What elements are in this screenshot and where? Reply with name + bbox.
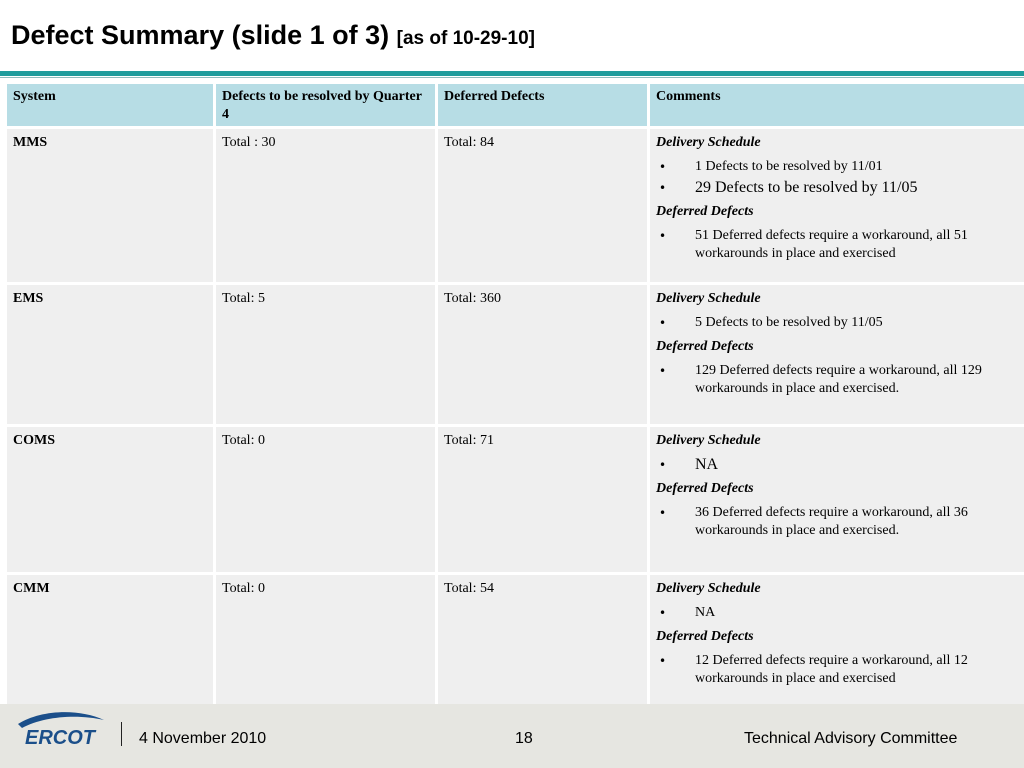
comments-cell — [649, 426, 1024, 574]
logo-wordmark: ERCOT — [25, 727, 95, 749]
deferred-total-cell: Total: 360 — [437, 284, 649, 426]
page-number: 18 — [515, 730, 533, 747]
deferred-list — [656, 652, 1018, 688]
deferred-list — [656, 362, 1018, 398]
table-row — [6, 284, 1024, 426]
deferred-defects-label: Deferred Defects — [656, 629, 754, 644]
list-item: • 29 Defects to be resolved by 11/05 — [656, 179, 1018, 197]
defect-summary-table — [4, 81, 1024, 707]
delivery-schedule-label: Delivery Schedule — [656, 581, 761, 596]
table-row — [6, 426, 1024, 574]
ercot-logo — [12, 708, 108, 752]
list-item: • 51 Deferred defects require a workaround, all 51 workarounds in place and exercised — [656, 227, 1018, 263]
q4-total-cell: Total : 30 — [215, 128, 437, 284]
title-divider-thin — [0, 77, 1024, 78]
list-item: • NA — [656, 604, 1018, 622]
system-cell: CMM — [6, 574, 215, 706]
footer-separator — [121, 722, 122, 746]
delivery-list — [656, 158, 1018, 197]
table-header-row — [6, 83, 1024, 128]
footer-organization: Technical Advisory Committee — [744, 730, 958, 747]
delivery-schedule-label: Delivery Schedule — [656, 433, 761, 448]
header-q4-defects: Defects to be resolved by Quarter 4 — [215, 83, 437, 128]
deferred-defects-label: Deferred Defects — [656, 481, 754, 496]
delivery-list — [656, 604, 1018, 622]
q4-total-cell: Total: 0 — [215, 574, 437, 706]
list-item: • 36 Deferred defects require a workaround, all 36 workarounds in place and exercised. — [656, 504, 1018, 540]
logo-swoosh-icon — [18, 712, 104, 728]
delivery-list — [656, 314, 1018, 332]
slide-title — [11, 20, 535, 51]
delivery-schedule-label: Delivery Schedule — [656, 135, 761, 150]
table-row — [6, 128, 1024, 284]
header-system: System — [6, 83, 215, 128]
deferred-list — [656, 504, 1018, 540]
comments-cell — [649, 284, 1024, 426]
header-deferred-defects: Deferred Defects — [437, 83, 649, 128]
list-item: • 129 Deferred defects require a workaround, all 129 workarounds in place and exercised. — [656, 362, 1018, 398]
comments-cell — [649, 574, 1024, 706]
slide-title-main: Defect Summary (slide 1 of 3) — [11, 20, 397, 50]
list-item: • 12 Deferred defects require a workaround, all 12 workarounds in place and exercised — [656, 652, 1018, 688]
title-divider — [0, 71, 1024, 76]
delivery-schedule-label: Delivery Schedule — [656, 291, 761, 306]
q4-total-cell: Total: 0 — [215, 426, 437, 574]
deferred-total-cell: Total: 84 — [437, 128, 649, 284]
deferred-list — [656, 227, 1018, 263]
table-row — [6, 574, 1024, 706]
list-item: • 5 Defects to be resolved by 11/05 — [656, 314, 1018, 332]
deferred-total-cell: Total: 54 — [437, 574, 649, 706]
comments-cell — [649, 128, 1024, 284]
q4-total-cell: Total: 5 — [215, 284, 437, 426]
system-cell: EMS — [6, 284, 215, 426]
list-item: • 1 Defects to be resolved by 11/01 — [656, 158, 1018, 176]
deferred-defects-label: Deferred Defects — [656, 204, 754, 219]
deferred-defects-label: Deferred Defects — [656, 339, 754, 354]
list-item: • NA — [656, 456, 1018, 474]
deferred-total-cell: Total: 71 — [437, 426, 649, 574]
header-comments: Comments — [649, 83, 1024, 128]
delivery-list — [656, 456, 1018, 474]
system-cell: COMS — [6, 426, 215, 574]
footer-date: 4 November 2010 — [139, 730, 267, 747]
slide-title-date: [as of 10-29-10] — [396, 28, 535, 49]
system-cell: MMS — [6, 128, 215, 284]
